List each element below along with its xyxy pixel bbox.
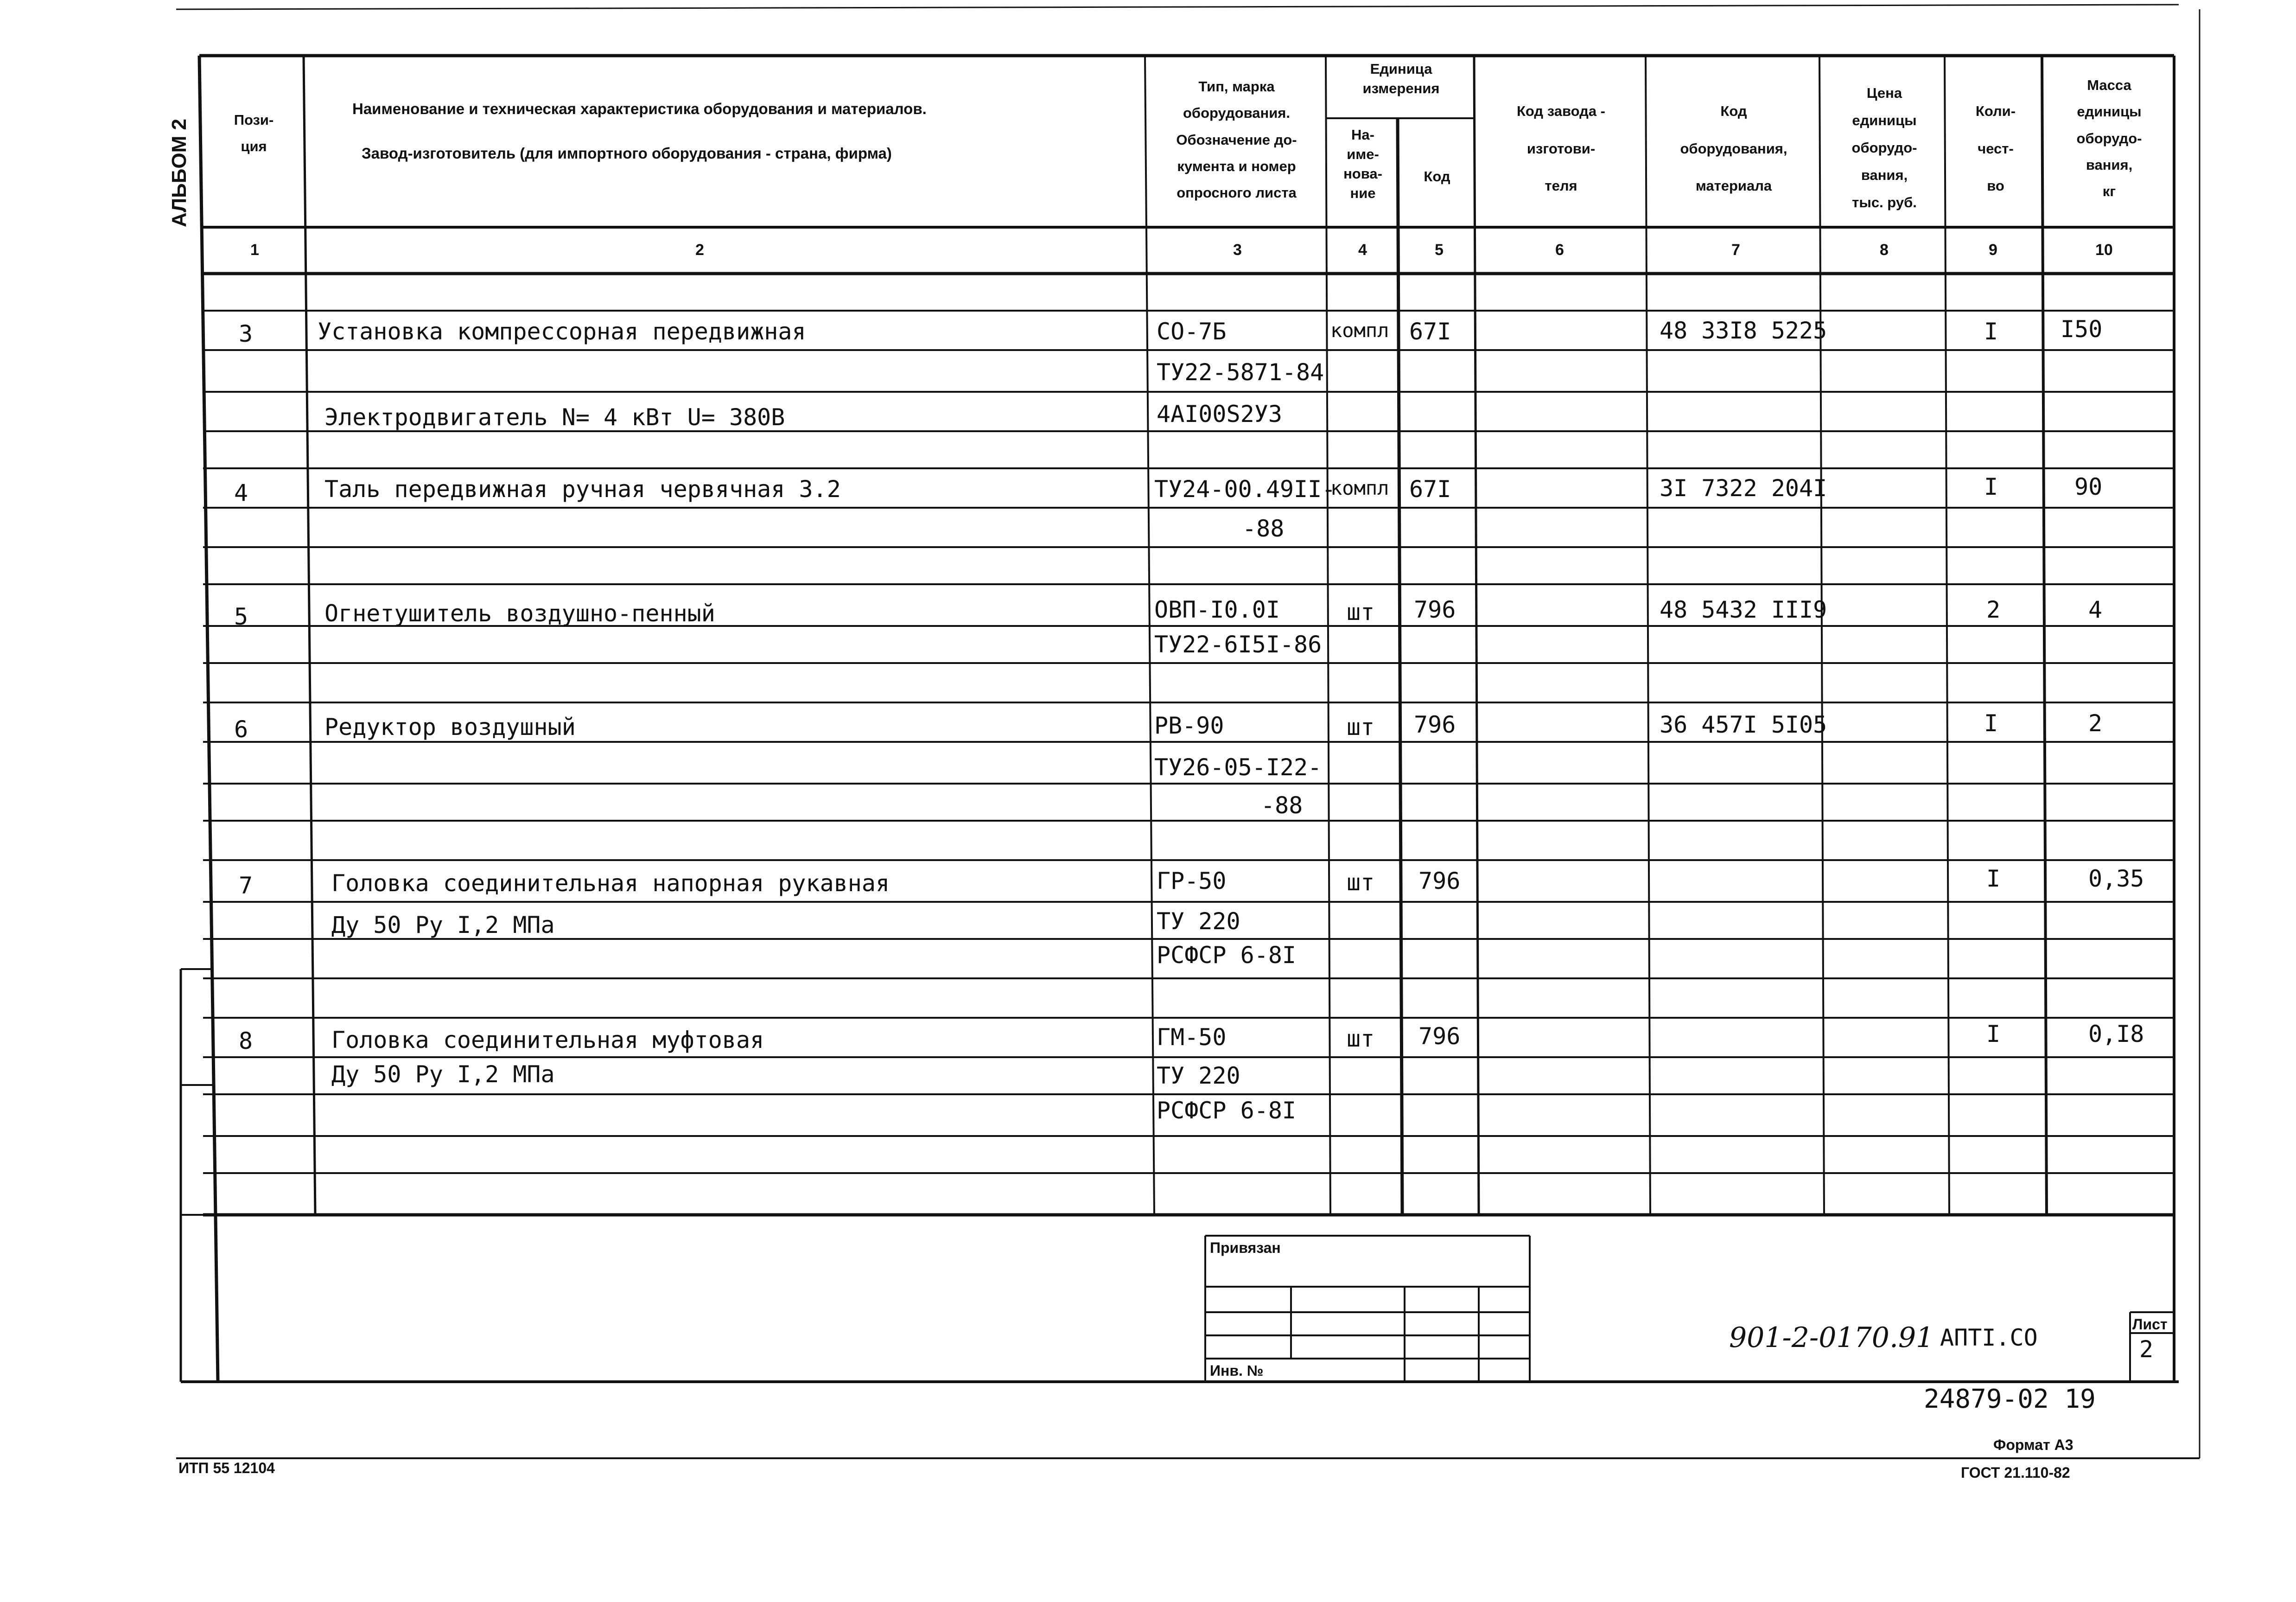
header-qty: Коли- чест- во <box>1975 103 2016 194</box>
header-type: Тип, марка оборудования. Обозначение до- кумента и номер опросного листа <box>1176 78 1297 201</box>
row-type: СО-7Б <box>1157 318 1227 345</box>
album-label: АЛЬБОМ 2 <box>168 118 191 227</box>
row-type: -88 <box>1242 515 1285 542</box>
row-qty: I <box>1984 473 1998 500</box>
row-type: ТУ22-6I5I-86 <box>1154 631 1322 658</box>
row-unit: шт <box>1347 714 1375 740</box>
row-type: 4АI00S2У3 <box>1157 401 1282 428</box>
row-qty: I <box>1986 1021 2001 1047</box>
header-position: Пози- ция <box>234 112 274 155</box>
header-unit: Единица измерения <box>1362 61 1440 96</box>
row-type: ОВП-I0.0I <box>1154 596 1280 623</box>
row-mass: 2 <box>2088 710 2103 737</box>
row-name: Таль передвижная ручная червячная 3.2 <box>324 476 841 503</box>
row-name: Огнетушитель воздушно-пенный <box>324 600 715 627</box>
row-unit-code: 796 <box>1418 1023 1461 1050</box>
row-position: 5 <box>234 603 248 630</box>
row-qty: I <box>1984 710 1998 737</box>
header-name-line2: Завод-изготовитель (для импортного оборудования - страна, фирма) <box>362 145 892 162</box>
row-mass: I50 <box>2061 316 2103 343</box>
col-number: 6 <box>1555 241 1564 259</box>
row-mass: 4 <box>2088 596 2103 623</box>
row-unit-code: 796 <box>1414 596 1456 623</box>
col-number: 8 <box>1880 241 1889 259</box>
format-label: Формат А3 <box>1993 1436 2073 1453</box>
header-unit-name: На- име- нова- ние <box>1343 127 1382 201</box>
header-price: Цена единицы оборудо- вания, тыс. руб. <box>1851 85 1917 211</box>
row-type: ТУ26-05-I22- <box>1154 754 1322 781</box>
col-number: 7 <box>1731 241 1740 259</box>
row-equip-code: 36 457I 5I05 <box>1660 711 1827 738</box>
row-unit: шт <box>1347 599 1375 625</box>
row-equip-code: 48 5432 III9 <box>1660 596 1827 623</box>
row-unit: компл <box>1330 319 1389 342</box>
row-unit-code: 796 <box>1414 711 1456 738</box>
row-name: Ду 50 Ру I,2 МПа <box>331 1061 555 1088</box>
row-name: Головка соединительная напорная рукавная <box>331 870 890 897</box>
row-position: 7 <box>239 872 253 899</box>
row-unit: шт <box>1347 869 1375 896</box>
row-name: Электродвигатель N= 4 кВт U= 380В <box>324 404 785 431</box>
doc-suffix: АПТI.СО <box>1940 1324 2038 1351</box>
col-number: 9 <box>1989 241 1997 259</box>
row-position: 4 <box>234 479 248 506</box>
col-number: 5 <box>1435 241 1444 259</box>
row-type: ТУ 220 <box>1157 908 1240 935</box>
row-unit: компл <box>1330 477 1389 499</box>
sheet-number: 2 <box>2139 1336 2154 1363</box>
itp-label: ИТП 55 12104 <box>178 1460 275 1476</box>
row-position: 3 <box>239 320 253 347</box>
row-type: ГМ-50 <box>1157 1024 1227 1051</box>
row-equip-code: 3I 7322 204I <box>1660 475 1827 502</box>
row-type: -88 <box>1261 792 1303 819</box>
row-unit-code: 67I <box>1409 318 1451 345</box>
row-mass: 90 <box>2074 473 2103 500</box>
row-qty: I <box>1986 865 2001 892</box>
row-name: Редуктор воздушный <box>324 714 576 740</box>
row-qty: 2 <box>1986 596 2001 623</box>
header-mass: Масса единицы оборудо- вания, кг <box>2076 77 2142 200</box>
row-type: РВ-90 <box>1154 712 1224 739</box>
row-type: ТУ24-00.49II- <box>1154 476 1336 503</box>
col-number: 1 <box>250 241 259 259</box>
col-number: 2 <box>695 241 704 259</box>
archive-number: 24879-02 19 <box>1924 1384 2096 1414</box>
header-unit-code: Код <box>1424 168 1450 185</box>
row-name: Головка соединительная муфтовая <box>331 1027 764 1053</box>
col-number: 4 <box>1358 241 1367 259</box>
inv-no-label: Инв. № <box>1210 1362 1264 1379</box>
row-unit-code: 67I <box>1409 476 1451 503</box>
row-equip-code: 48 33I8 5225 <box>1660 317 1827 344</box>
row-unit-code: 796 <box>1418 868 1461 894</box>
header-mfr-code: Код завода - изготови- теля <box>1516 103 1605 194</box>
privyazan-label: Привязан <box>1210 1239 1281 1256</box>
row-name: Установка компрессорная передвижная <box>318 318 806 345</box>
row-type: ТУ22-5871-84 <box>1157 359 1324 386</box>
row-name: Ду 50 Ру I,2 МПа <box>331 912 555 938</box>
col-number: 3 <box>1233 241 1242 259</box>
header-name-line1: Наименование и техническая характеристика оборудования и материалов. <box>352 100 927 117</box>
row-type: РСФСР 6-8I <box>1157 942 1297 969</box>
row-position: 6 <box>234 716 248 743</box>
row-type: РСФСР 6-8I <box>1157 1097 1297 1124</box>
doc-code: 901-2-0170.91 <box>1729 1321 1934 1354</box>
sheet-label: Лист <box>2132 1316 2168 1333</box>
row-mass: 0,I8 <box>2088 1021 2144 1047</box>
gost-label: ГОСТ 21.110-82 <box>1961 1464 2070 1481</box>
col-number: 10 <box>2095 241 2113 259</box>
row-unit: шт <box>1347 1025 1375 1052</box>
row-type: ГР-50 <box>1157 868 1227 894</box>
row-position: 8 <box>239 1028 253 1054</box>
row-mass: 0,35 <box>2088 865 2144 892</box>
row-type: ТУ 220 <box>1157 1062 1240 1089</box>
header-equip-code: Код оборудования, материала <box>1680 103 1787 194</box>
row-qty: I <box>1984 318 1998 345</box>
